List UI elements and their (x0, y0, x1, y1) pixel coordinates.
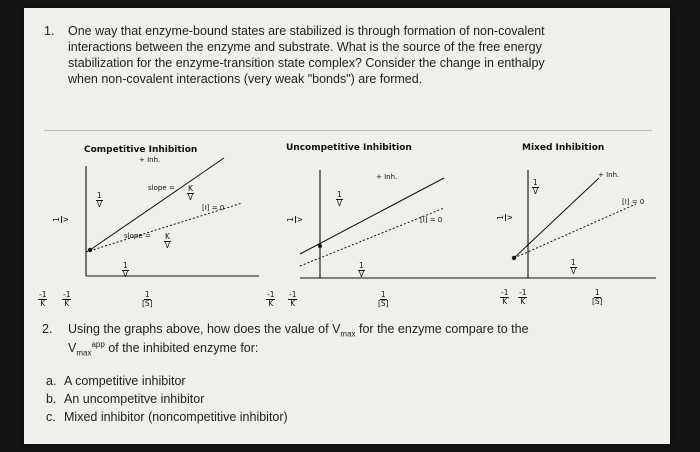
uncompetitive-xint-2-den: K (290, 299, 296, 308)
competitive-slope-app-label: slope = (148, 184, 175, 192)
option-b-text: An uncompetitve inhibitor (64, 392, 205, 406)
competitive-yint-app-den: V (96, 200, 102, 209)
uncompetitive-yint-app-num: 1 (337, 190, 342, 199)
uncompetitive-y-axis-num: 1 (286, 216, 296, 223)
competitive-slope-app-num: K (188, 184, 193, 193)
competitive-y-axis-label (52, 204, 71, 228)
uncompetitive-point (318, 244, 322, 248)
question-2-line-1-b: for the enzyme compare to the (355, 322, 529, 336)
competitive-inh-label: + Inh. (139, 156, 161, 164)
competitive-x-axis-num: 1 (144, 290, 150, 299)
uncompetitive-yint-num: 1 (359, 261, 364, 270)
mixed-inhibited-line (514, 178, 599, 258)
mixed-xint-1 (500, 282, 509, 306)
mixed-x-axis-num: 1 (594, 288, 600, 297)
mixed-xint-1-den: K (502, 297, 508, 306)
competitive-yint (122, 255, 129, 279)
question-1-line: when non-covalent interactions (very weak "bonds") are formed. (68, 72, 423, 86)
mixed-y-axis-den: v (505, 215, 515, 220)
competitive-xint-1-den: K (40, 299, 46, 308)
question-2-line-2-sub: max (76, 348, 92, 358)
mixed-xint-2 (518, 282, 527, 306)
uncompetitive-yint (358, 255, 365, 279)
competitive-slope-app-den: V (187, 193, 194, 202)
competitive-slope-label: slope = (124, 232, 151, 240)
competitive-xint-1-num: -1 (39, 290, 47, 299)
option-c-text: Mixed inhibitor (noncompetitive inhibitor) (64, 410, 288, 424)
uncompetitive-xint-1-num: -1 (267, 290, 275, 299)
competitive-y-axis-num: 1 (52, 216, 62, 223)
mixed-intersection-point (512, 256, 516, 260)
competitive-slope (164, 226, 171, 250)
uncompetitive-y-axis-label (286, 204, 305, 228)
question-2-line-2 (68, 340, 258, 358)
competitive-yint-app (96, 185, 103, 209)
competitive-yint-app-num: 1 (97, 191, 102, 200)
uncompetitive-xint-1 (266, 284, 275, 308)
mixed-yint-num: 1 (571, 258, 576, 267)
mixed-y-axis-num: 1 (496, 214, 506, 221)
competitive-yint-num: 1 (123, 261, 128, 270)
uncompetitive-y-axis-den: v (295, 217, 305, 222)
mixed-y-axis-label (496, 202, 515, 226)
uncompetitive-yint-app (336, 184, 343, 208)
mixed-uninhibited-line (514, 204, 636, 258)
mixed-yint-app-num: 1 (533, 178, 538, 187)
question-1-line: One way that enzyme-bound states are stabilized is through formation of non-covalent (68, 24, 545, 38)
worksheet-page (24, 8, 670, 444)
mixed-i0-label: [I] = 0 (622, 198, 645, 206)
mixed-yint (570, 252, 577, 276)
option-a-text: A competitive inhibitor (64, 374, 186, 388)
mixed-xint-2-num: -1 (519, 288, 527, 297)
uncompetitive-i0-label: [I] = 0 (420, 216, 443, 224)
uncompetitive-inh-label: + Inh. (376, 173, 398, 181)
competitive-yint-den: V (122, 270, 128, 279)
mixed-yint-den: V (570, 267, 576, 276)
competitive-slope-app (187, 178, 194, 202)
option-c-letter: c. (46, 410, 56, 424)
uncompetitive-yint-app-den: V (336, 199, 342, 208)
question-2-line-2-a: V (68, 341, 77, 356)
mixed-yint-app-den: V (532, 187, 538, 196)
question-2-line-1-sub: max (340, 329, 356, 339)
mixed-x-axis-label (592, 282, 603, 306)
competitive-x-axis-den: [S] (142, 299, 153, 308)
uncompetitive-x-axis-den: [S] (378, 299, 389, 308)
competitive-slope-num: K (165, 232, 170, 241)
question-1-number: 1. (44, 24, 55, 38)
competitive-xint-2-den: K (64, 299, 70, 308)
uncompetitive-xint-2-num: -1 (289, 290, 297, 299)
competitive-slope-den: V (164, 241, 171, 250)
competitive-xint-2-num: -1 (63, 290, 71, 299)
competitive-intersection-point (88, 248, 92, 252)
uncompetitive-xint-1-den: K (268, 299, 274, 308)
mixed-title: Mixed Inhibition (522, 143, 605, 153)
uncompetitive-xint-2 (288, 284, 297, 308)
question-2-line-2-b: of the inhibited enzyme for: (104, 341, 259, 356)
uncompetitive-x-axis-label (378, 284, 389, 308)
competitive-xint-2 (62, 284, 71, 308)
question-2-line-2-sup: app (91, 340, 105, 349)
option-b-letter: b. (46, 392, 57, 406)
mixed-xint-2-den: K (520, 297, 526, 306)
competitive-x-axis-label (142, 284, 153, 308)
question-2-line-1-a: Using the graphs above, how does the value of V (68, 322, 341, 336)
mixed-yint-app (532, 172, 539, 196)
competitive-i0-label: [I] = 0 (202, 204, 225, 212)
mixed-xint-1-num: -1 (501, 288, 509, 297)
uncompetitive-title: Uncompetitive Inhibition (286, 143, 412, 153)
question-1-line: stabilization for the enzyme-transition state complex? Consider the change in enthalpy (68, 56, 545, 70)
option-a-letter: a. (46, 374, 57, 388)
mixed-inh-label: + Inh. (598, 171, 620, 179)
question-2-line-1 (68, 322, 529, 339)
mixed-x-axis-den: [S] (592, 297, 603, 306)
question-2-number: 2. (42, 322, 53, 336)
uncompetitive-x-axis-num: 1 (380, 290, 386, 299)
question-1-line: interactions between the enzyme and substrate. What is the source of the free energy (68, 40, 542, 54)
competitive-xint-1 (38, 284, 47, 308)
uncompetitive-yint-den: V (358, 270, 364, 279)
competitive-y-axis-den: v (61, 217, 71, 222)
competitive-title: Competitive Inhibition (84, 145, 198, 155)
